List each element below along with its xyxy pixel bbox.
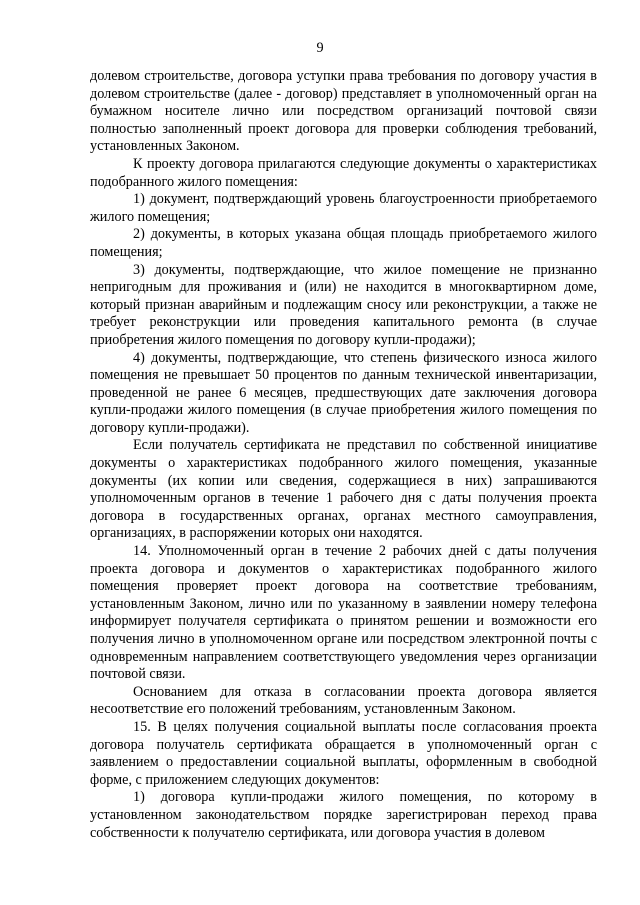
- list-item-1: 1) документ, подтверждающий уровень благоустроенности приобретаемого жилого помещения;: [90, 191, 597, 225]
- list-item-2: 2) документы, в которых указана общая площадь приобретаемого жилого помещения;: [90, 226, 597, 260]
- paragraph-clause-15: 15. В целях получения социальной выплаты после согласования проекта договора получатель сертификата обращается в уполномоченный орган с заявлением о предоставлении социальной выплаты, оформленным в свободной форме, с приложением следующих документов:: [90, 718, 597, 788]
- paragraph-continuation: долевом строительстве, договора уступки права требования по договору участия в долевом строительстве (далее - договор) представляет в уполномоченный орган на бумажном носителе лично или посредством организаций почтовой связи полностью заполненный проект договора для проверки соблюдения требований, установленных Законом.: [90, 68, 597, 155]
- document-body: [90, 68, 597, 842]
- list-item-4: 4) документы, подтверждающие, что степень физического износа жилого помещения не превышает 50 процентов по данным технической инвентаризации, проведенной не ранее 6 месяцев, предшествующих дате заключения договора купли-продажи жилого помещения (в случае приобретения жилого помещения по договору купли-продажи).: [90, 349, 597, 436]
- paragraph-attachments-intro: К проекту договора прилагаются следующие документы о характеристиках подобранного жилого помещения:: [90, 155, 597, 190]
- paragraph-documents-request: Если получатель сертификата не представил по собственной инициативе документы о характеристиках подобранного жилого помещения, указанные документы (их копии или сведения, содержащиеся в них) запрашиваются уполномоченным органов в течение 1 рабочего дня с даты получения проекта договора в государственных органах, органах местного самоуправления, организациях, в распоряжении которых они находятся.: [90, 437, 597, 542]
- list-item-3: 3) документы, подтверждающие, что жилое помещение не признанно непригодным для проживания и (или) не находится в многоквартирном доме, который признан аварийным и подлежащим сносу или реконструкции, а также не требует реконструкции или проведения капитального ремонта (в случае приобретения жилого помещения по договору купли-продажи);: [90, 261, 597, 348]
- paragraph-refusal-grounds: Основанием для отказа в согласовании проекта договора является несоответствие его положений требованиям, установленным Законом.: [90, 683, 597, 718]
- paragraph-clause-14: 14. Уполномоченный орган в течение 2 рабочих дней с даты получения проекта договора и документов о характеристиках подобранного жилого помещения проверяет проект договора на соответствие требованиям, установленным Законом, лично или по указанному в заявлении номеру телефона информирует получателя сертификата о принятом решении и возможности его получения лично в уполномоченном органе или посредством электронной почты с одновременным направлением соответствующего уведомления через организации почтовой связи.: [90, 543, 597, 683]
- page-number: 9: [316, 40, 324, 56]
- list-item-15-1: 1) договора купли-продажи жилого помещения, по которому в установленном законодательством порядке зарегистрирован переход права собственности к получателю сертификата, или договора участия в долевом: [90, 789, 597, 841]
